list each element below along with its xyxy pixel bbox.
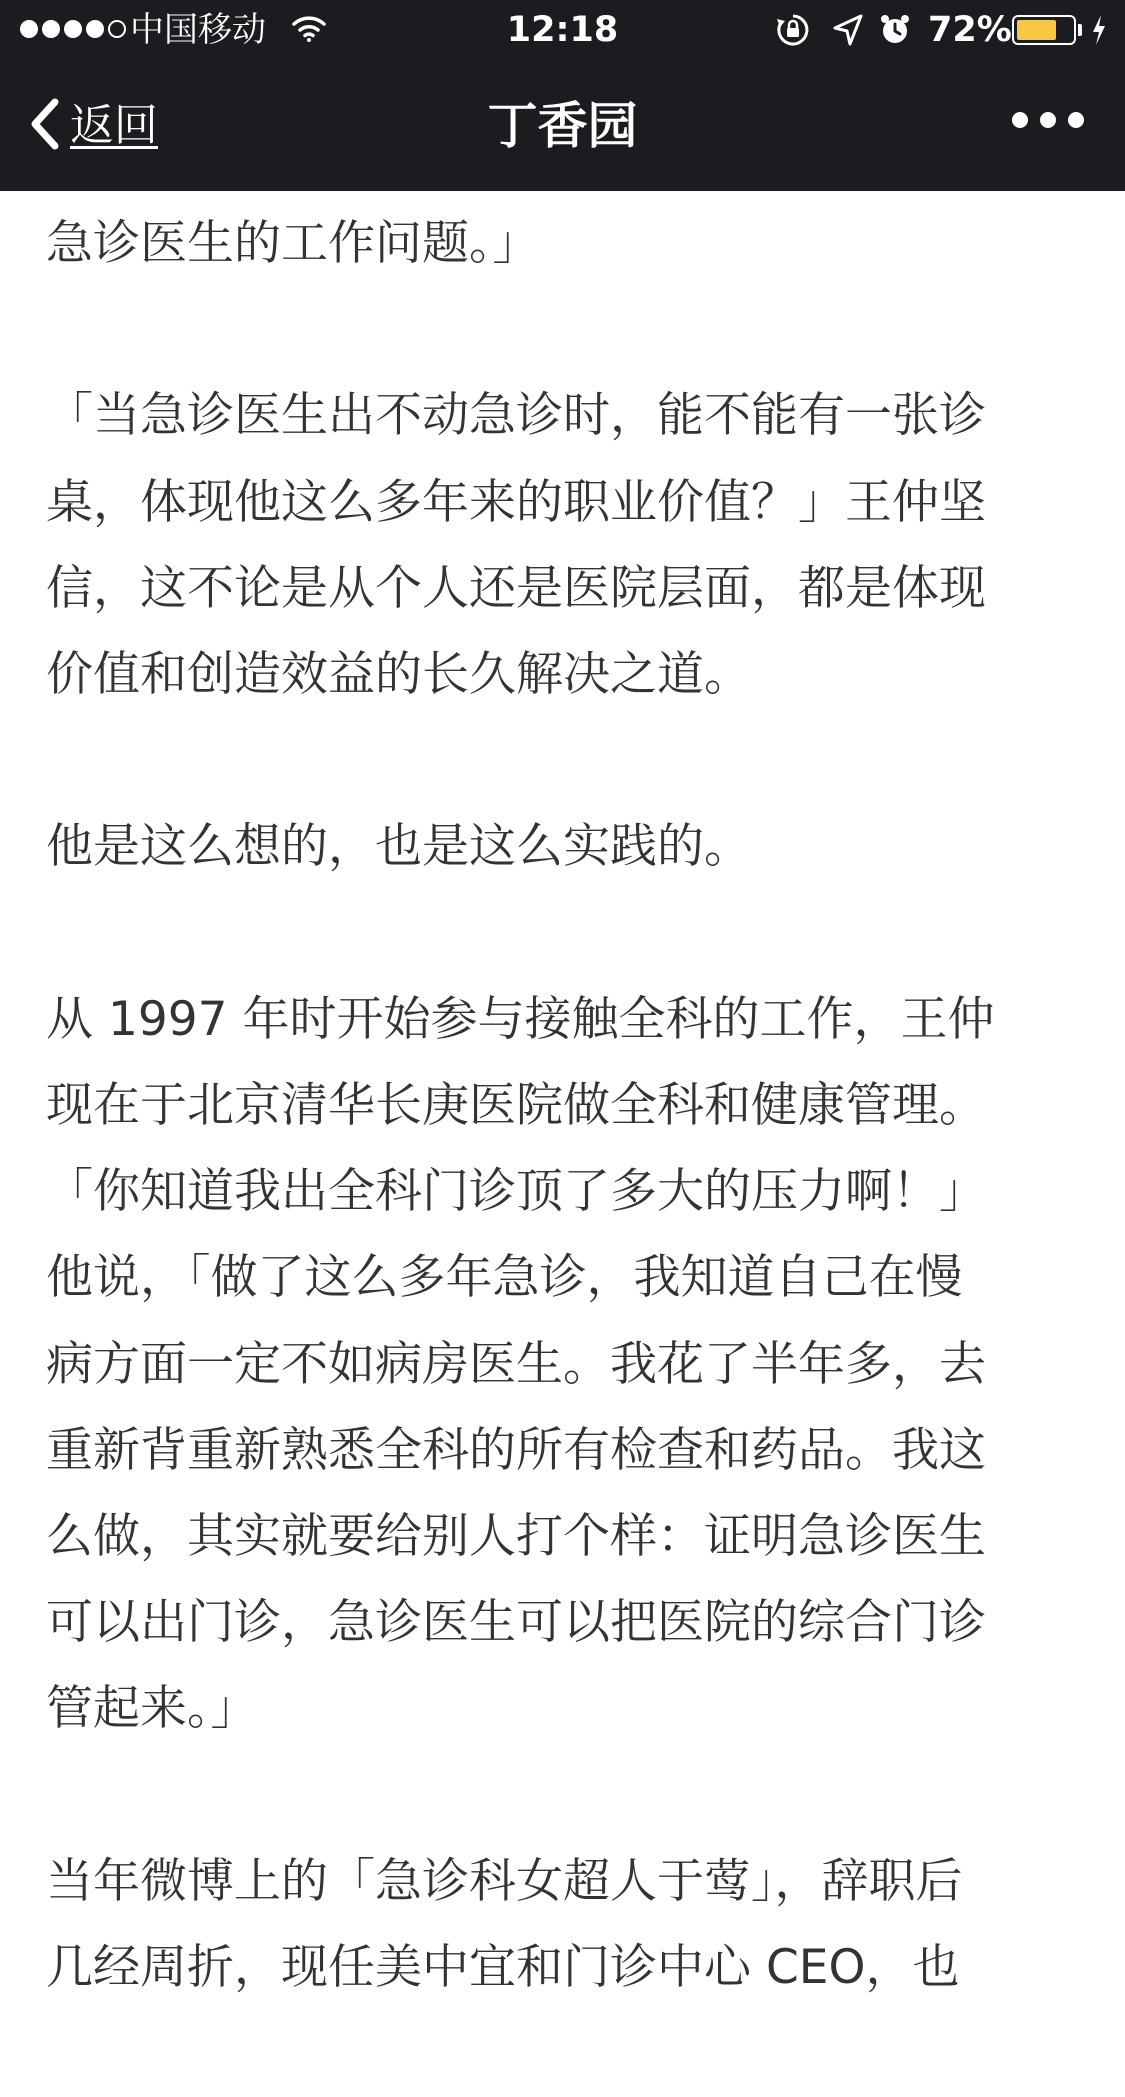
navigation-bar (0, 60, 1125, 191)
status-time: 12:18 (506, 10, 619, 50)
more-dot (1012, 112, 1028, 128)
article-paragraph: 急诊医生的工作问题。」 (46, 216, 540, 271)
page-title: 丁香园 (487, 97, 638, 155)
battery-level-fill (1017, 20, 1056, 40)
back-label: 返回 (70, 100, 158, 151)
carrier-name: 中国移动 (130, 10, 266, 50)
rotation-lock-icon (776, 13, 810, 51)
more-dot (1040, 112, 1056, 128)
article-paragraph: 从 1997 年时开始参与接触全科的工作，王仲 现在于北京清华长庚医院做全科和健康管理。 「你知道我出全科门诊顶了多大的压力啊！」 他说，「做了这么多年急诊，我知道自己在慢 病方面一定不如病房医生。我花了半年多，去 重新背重新熟悉全科的所有检查和药品。我这 么做，其实就要给别人打个样：证明急诊医生 可以出门诊，急诊医生可以把医院的综合门诊 管起来。」 (46, 991, 995, 1737)
battery-icon (1012, 15, 1076, 45)
article-body (46, 201, 1086, 2097)
location-arrow-icon (832, 13, 864, 51)
more-dot (1068, 112, 1084, 128)
status-bar (0, 0, 1125, 60)
charging-bolt-icon (1090, 13, 1108, 51)
alarm-icon (878, 13, 912, 51)
article-paragraph: 「当急诊医生出不动急诊时，能不能有一张诊 桌，体现他这么多年来的职业价值？」王仲坚 信，这不论是从个人还是医院层面，都是体现 价值和创造效益的长久解决之道。 (46, 388, 986, 702)
battery-percent: 72% (928, 10, 1012, 50)
article-paragraph: 他是这么想的，也是这么实践的。 (46, 819, 751, 875)
article-paragraph: 当年微博上的「急诊科女超人于莺」，辞职后 几经周折，现任美中宜和门诊中心 CEO，也 (46, 1853, 963, 1995)
more-button[interactable] (1012, 112, 1084, 128)
battery-cap (1078, 24, 1082, 36)
top-bar (0, 0, 1125, 191)
